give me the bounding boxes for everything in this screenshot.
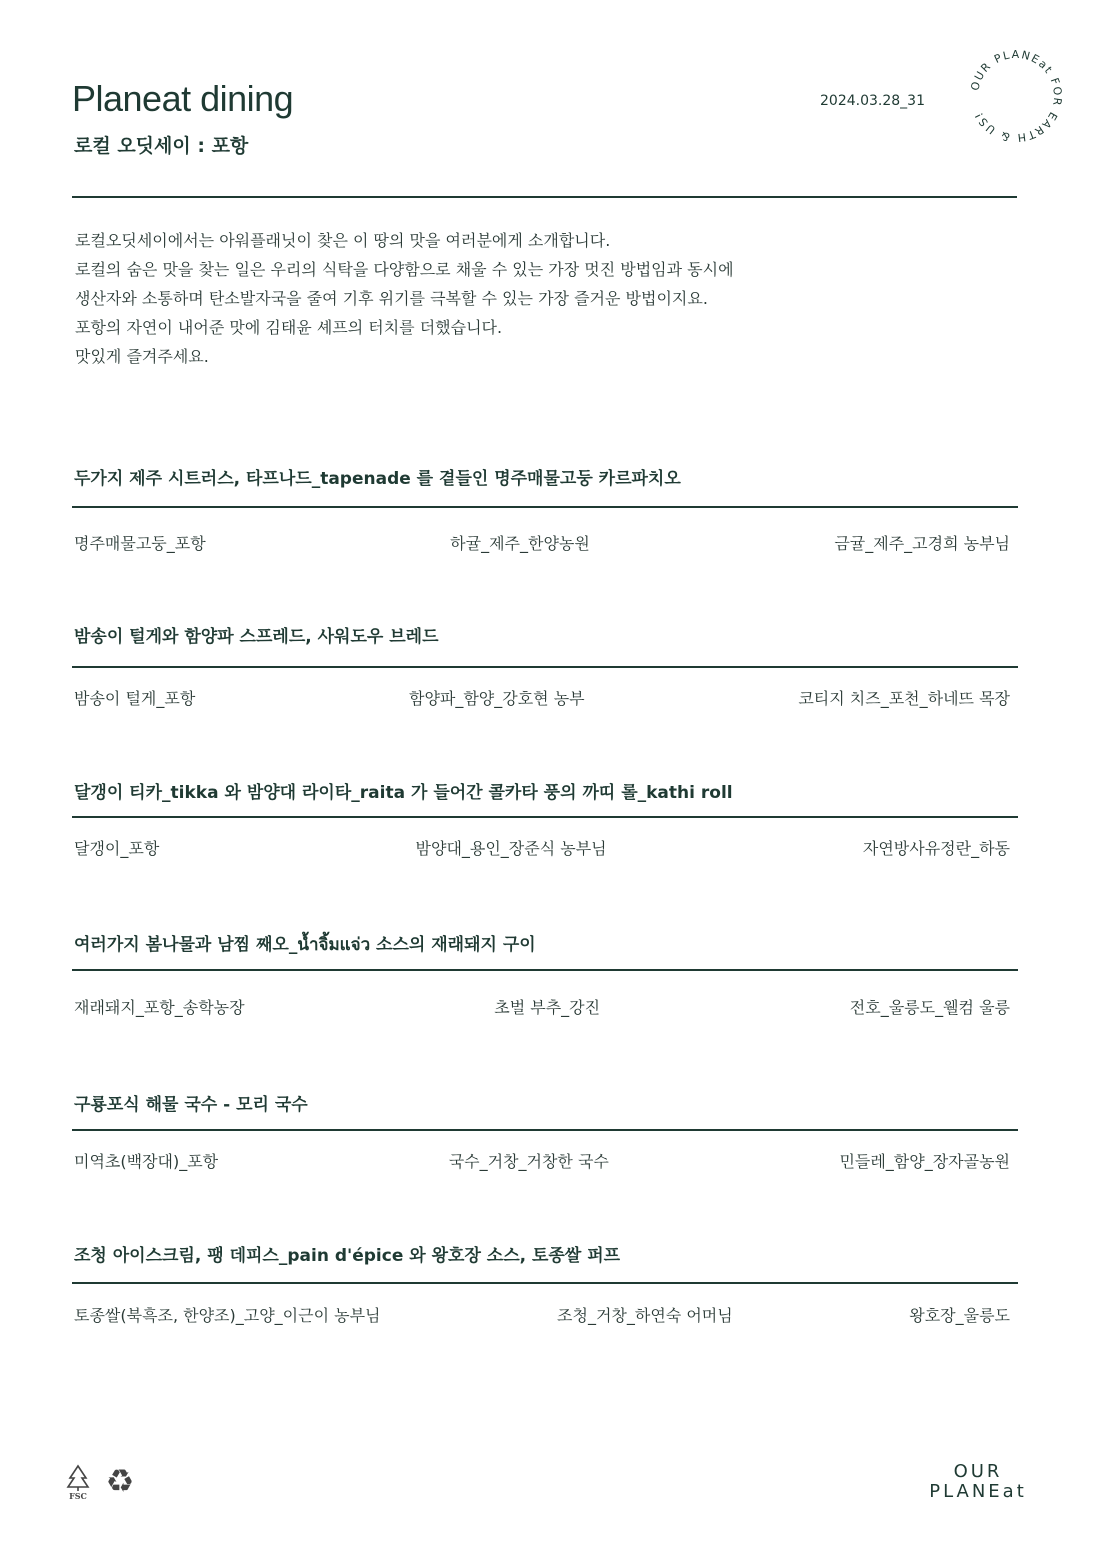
circular-slogan-badge [964, 44, 1068, 148]
intro-line: 생산자와 소통하며 탄소발자국을 줄여 기후 위기를 극복할 수 있는 가장 즐거운 방법이지요. [75, 289, 708, 308]
footer-brand-line1: OUR [953, 1461, 1003, 1482]
ingredient-item: 함양파_함양_강호현 농부 [408, 688, 585, 708]
course-title: 달갱이 티카_tikka 와 밤양대 라이타_raita 가 들어간 콜카타 풍의 까띠 롤_kathi roll [74, 783, 733, 803]
ingredient-list [74, 1302, 1010, 1326]
course-divider [72, 666, 1018, 668]
ingredient-item: 미역초(백장대)_포항 [74, 1151, 219, 1171]
ingredient-item: 금귤_제주_고경희 농부님 [834, 533, 1010, 553]
course-title: 여러가지 봄나물과 남찜 째오_น้ำจิ้มแจ่ว 소스의 재래돼지 구이 [74, 935, 536, 955]
ingredient-list [74, 1148, 1010, 1172]
intro-line: 로컬의 숨은 맛을 찾는 일은 우리의 식탁을 다양함으로 채울 수 있는 가장 멋진 방법임과 동시에 [75, 260, 734, 279]
svg-text:OUR PLANEat FOR EARTH & US! [968, 48, 1064, 144]
ingredient-item: 토종쌀(북흑조, 한양조)_고양_이근이 농부님 [74, 1305, 381, 1325]
ingredient-item: 재래돼지_포항_송학농장 [74, 997, 245, 1017]
svg-text:♻: ♻ [105, 1462, 135, 1500]
footer-brand-line2: PLANEat [929, 1481, 1027, 1502]
ingredient-list [74, 685, 1010, 709]
course-divider [72, 816, 1018, 818]
certification-logos [64, 1462, 144, 1502]
fsc-logo [68, 1466, 88, 1501]
intro-line: 로컬오딧세이에서는 아워플래닛이 찾은 이 땅의 맛을 여러분에게 소개합니다. [75, 231, 611, 250]
ingredient-item: 초벌 부추_강진 [494, 997, 601, 1017]
ingredient-list [74, 835, 1010, 859]
ingredient-item: 코티지 치즈_포천_하네뜨 목장 [798, 688, 1010, 708]
page-subtitle: 로컬 오딧세이 : 포항 [74, 135, 249, 157]
course-title: 조청 아이스크림, 팽 데피스_pain d'épice 와 왕호장 소스, 토종쌀 퍼프 [74, 1246, 621, 1266]
ingredient-list [74, 994, 1010, 1018]
ingredient-item: 민들레_함양_장자골농원 [839, 1151, 1010, 1171]
page-title: Planeat dining [72, 78, 294, 119]
ingredient-item: 국수_거창_거창한 국수 [448, 1151, 609, 1171]
course-divider [72, 1129, 1018, 1131]
ingredient-item: 왕호장_울릉도 [909, 1305, 1010, 1325]
ingredient-item: 하귤_제주_한양농원 [450, 533, 590, 553]
ingredient-item: 밤양대_용인_장준식 농부님 [415, 838, 607, 858]
ingredient-item: 밤송이 털게_포항 [74, 688, 196, 708]
course-divider [72, 1282, 1018, 1284]
intro-line: 포항의 자연이 내어준 맛에 김태윤 셰프의 터치를 더했습니다. [75, 318, 503, 337]
intro-line: 맛있게 즐겨주세요. [75, 347, 209, 366]
course-divider [72, 969, 1018, 971]
course-title: 두가지 제주 시트러스, 타프나드_tapenade 를 곁들인 명주매물고둥 카르파치오 [74, 469, 681, 489]
badge-text: OUR PLANEat FOR EARTH & US! [968, 47, 1065, 145]
intro-paragraph [75, 226, 975, 371]
footer-brand-logo [926, 1462, 1030, 1502]
course-title: 밤송이 털게와 함양파 스프레드, 사워도우 브레드 [74, 627, 439, 647]
ingredient-item: 달갱이_포항 [74, 838, 160, 858]
recycle-icon [106, 1462, 135, 1500]
course-divider [72, 506, 1018, 508]
ingredient-list [74, 530, 1010, 554]
ingredient-item: 조청_거창_하연숙 어머님 [557, 1305, 733, 1325]
ingredient-item: 명주매물고둥_포항 [74, 533, 206, 553]
header-divider [72, 196, 1017, 198]
event-date: 2024.03.28_31 [820, 93, 925, 109]
course-title: 구룡포식 해물 국수 - 모리 국수 [74, 1095, 308, 1115]
ingredient-item: 전호_울릉도_웰컴 울릉 [849, 997, 1010, 1017]
ingredient-item: 자연방사유정란_하동 [862, 838, 1010, 858]
svg-text:FSC: FSC [69, 1491, 87, 1501]
